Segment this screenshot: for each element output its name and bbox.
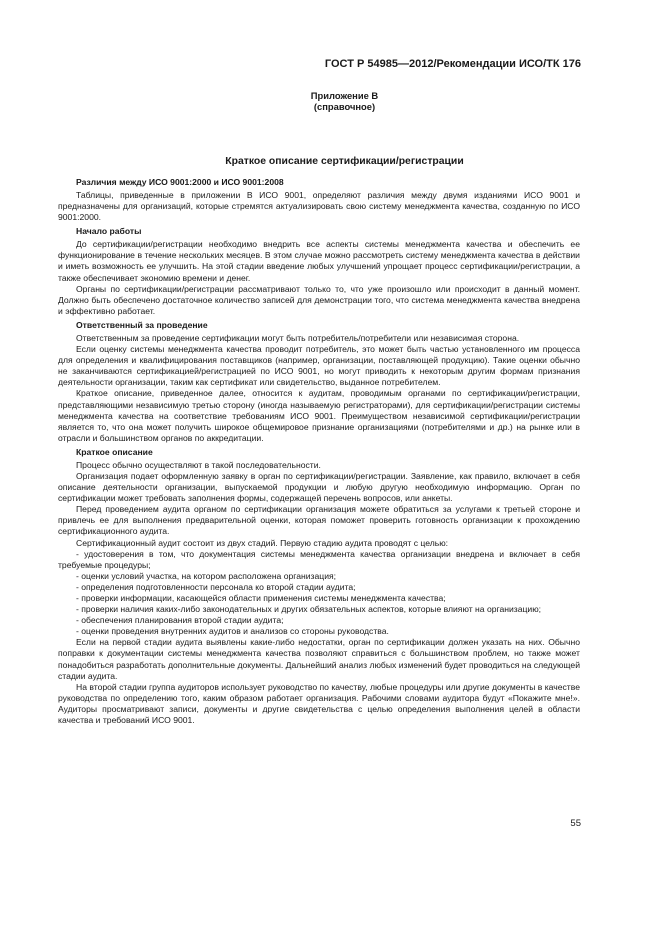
appendix-label-block xyxy=(0,90,661,112)
paragraph: До сертификации/регистрации необходимо внедрить все аспекты системы менеджмента качества и обеспечить ее функционирование в течение нескольких месяцев. В этом случае можно рассмотреть систему менеджмента качества в действии и иметь возможность ее улучшить. На этой стадии введение любых улучшений упрощает процесс сертификации/регистрации, а также обеспечивает экономию времени и денег. xyxy=(58,239,580,283)
paragraph: Таблицы, приведенные в приложении В ИСО 9001, определяют различия между двумя изданиями ИСО 9001 и предназначены для организаций, которые стремятся актуализировать свою систему менеджмента качества, созданную по ИСО 9001:2000. xyxy=(58,190,580,223)
page-title: Краткое описание сертификации/регистрации xyxy=(225,156,464,167)
section-heading: Ответственный за проведение xyxy=(76,319,208,330)
paragraph: Организация подает оформленную заявку в орган по сертификации/регистрации. Заявление, как правило, включает в себя описание деятельности организации, выпускаемой продукции и любую другую необходимую информацию. Орган по сертификации может требовать заполнения формы, содержащей перечень вопросов, или анкеты. xyxy=(58,470,580,504)
section-getting-started xyxy=(58,226,580,317)
appendix-label: Приложение В xyxy=(310,90,379,101)
document-header: ГОСТ Р 54985—2012/Рекомендации ИСО/ТК 176 xyxy=(324,58,581,70)
paragraph: На второй стадии группа аудиторов использует руководство по качеству, любые процедуры или другие документы в качестве руководства по определению того, каким образом работает организация. Рабочими словами аудитора будут «Покажите мне!». Аудиторы просматривают записи, документы и другие свидетельства с целью определения выполнения целей в области качества и требований ИСО 9001. xyxy=(58,681,580,726)
paragraph: Перед проведением аудита органом по сертификации организация можете обратиться за услугами к третьей стороне и привлечь ее для выполнения предварительной оценки, которая поможет проверить готовность организации к прохождению сертификационного аудита. xyxy=(58,504,580,537)
document-body xyxy=(58,175,580,729)
section-differences xyxy=(58,177,580,223)
audit-purpose-list xyxy=(58,549,580,638)
paragraph: Если на первой стадии аудита выявлены какие-либо недостатки, орган по сертификации должен указать на них. Обычно поправки к документации системы менеджмента качества позволяют справиться с большинством проблем, но также может понадобиться разработать дополнительные документы. Дальнейший анализ любых изменений будет проводиться на следующей стадии аудита. xyxy=(58,637,580,681)
section-summary xyxy=(58,447,580,726)
list-item: - определения подготовленности персонала ко второй стадии аудита; xyxy=(76,581,356,592)
paragraph: Ответственным за проведение сертификации могут быть потребитель/потребители или независимая сторона. xyxy=(76,332,520,343)
list-item: - обеспечения планирования второй стадии аудита; xyxy=(76,615,284,626)
list-item: - оценки условий участка, на котором расположена организация; xyxy=(76,570,337,581)
section-responsible xyxy=(58,320,580,444)
list-item: - проверки информации, касающейся области применения системы менеджмента качества; xyxy=(76,593,446,603)
paragraph: Краткое описание, приведенное далее, относится к аудитам, проводимым органами по сертификации/регистрации, представляющими независимую третью сторону (иногда называемую регистраторами), для сертификации/регистрации системы менеджмента качества на соответствие требованиям ИСО 9001. Преимуществом независимой сертификации/регистрации является то, что она может получить широкое общемировое признание организациями (потребителями и др.) на рынке или в отрасли и большинством органов по аккредитации. xyxy=(58,388,580,443)
paragraph: Сертификационный аудит состоит из двух стадий. Первую стадию аудита проводят с целью: xyxy=(76,537,449,548)
paragraph: Процесс обычно осуществляют в такой последовательности. xyxy=(76,459,321,470)
paragraph: Если оценку системы менеджмента качества проводит потребитель, это может быть частью установленного им процесса для определения и квалифицирования поставщиков (например, организации, поставляющей продукцию). Такие оценки обычно не заканчиваются сертификацией/регистрацией по ИСО 9001, но могут приводить к некоторым другим формам признания деятельности организации, таким как сертификат или свидетельство, выданное потребителем. xyxy=(58,344,580,388)
list-item: - оценки проведения внутренних аудитов и анализов со стороны руководства. xyxy=(76,626,389,637)
page-number: 55 xyxy=(570,818,581,829)
appendix-note: (справочное) xyxy=(313,101,376,112)
paragraph: Органы по сертификации/регистрации рассматривают только то, что уже произошло или происходит в данный момент. Должно быть обеспечено достаточное количество записей для демонстрации того, что система менеджмента качества внедрена и эффективно работает. xyxy=(58,283,580,316)
list-item: - проверки наличия каких-либо законодательных и других обязательных аспектов, которые влияют на организацию; xyxy=(76,604,542,615)
section-heading: Различия между ИСО 9001:2000 и ИСО 9001:2008 xyxy=(76,177,284,187)
list-item: - удостоверения в том, что документация системы менеджмента качества организации внедрена и включает в себя требуемые процедуры; xyxy=(58,548,580,570)
section-heading: Краткое описание xyxy=(76,446,153,457)
section-heading: Начало работы xyxy=(76,226,142,237)
